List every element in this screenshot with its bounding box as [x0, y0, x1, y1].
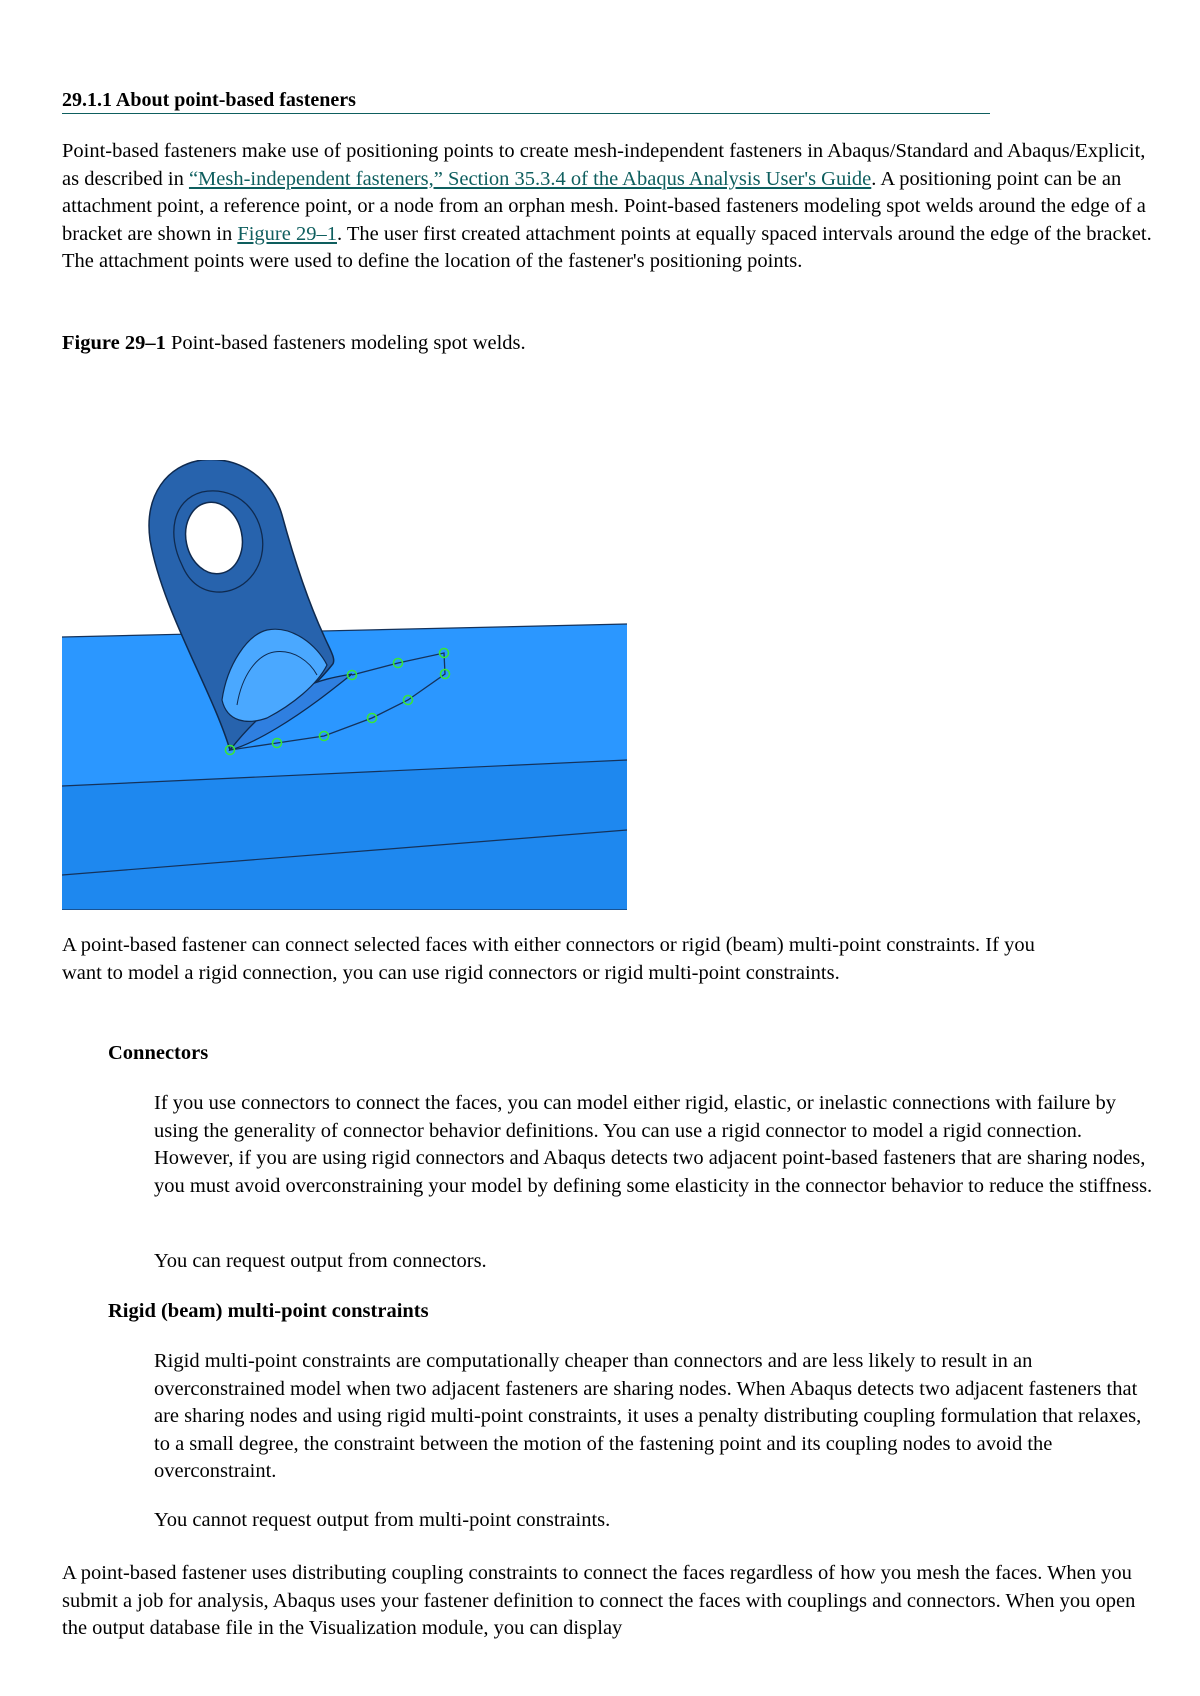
intro-text-3: . The user first created attachment points at equally spaced intervals around the edge of the bracket. The attachment points were used to define the location of the fastener's positioning points.: [62, 222, 1152, 272]
fastener-figure: [62, 460, 627, 910]
figure-label: Figure 29–1: [62, 332, 166, 354]
intro-paragraph: [62, 138, 1158, 276]
rigid-mpc-heading: Rigid (beam) multi-point constraints: [108, 1300, 429, 1322]
rigid-mpc-output-paragraph: You cannot request output from multi-point constraints.: [154, 1509, 611, 1531]
connectors-paragraph: If you use connectors to connect the faces, you can model either rigid, elastic, or inelastic connections with failure by using the generality of connector behavior definitions. You can use a rigid connector to model a rigid connection. However, if you are using rigid connectors and Abaqus detects two adjacent point-based fasteners that are sharing nodes, you must avoid overconstraining your model by defining some elasticity in the connector behavior to reduce the stiffness.: [154, 1092, 1153, 1197]
figure-29-1-link[interactable]: Figure 29–1: [237, 222, 337, 245]
final-paragraph: A point-based fastener uses distributing coupling constraints to connect the faces regardless of how you mesh the faces. When you submit a job for analysis, Abaqus uses your fastener definition to connect the faces with couplings and connectors. When you open the output database file in the Visualization module, you can display: [62, 1562, 1136, 1639]
intro-text-2: . A positioning point can be an attachment point, a reference point, or a node from an orphan mesh. Point-based fasteners modeling spot welds around the edge of a bracket are shown in: [62, 167, 1146, 245]
intro-text-1: Point-based fasteners make use of positioning points to create mesh-independent fasteners in Abaqus/Standard and Abaqus/Explicit, as described in: [62, 140, 1146, 190]
rigid-mpc-paragraph: Rigid multi-point constraints are computationally cheaper than connectors and are less likely to result in an overconstrained model when two adjacent fasteners are sharing nodes. When Abaqus detects two adjacent fasteners that are sharing nodes and using rigid multi-point constraints, it uses a penalty distributing coupling formulation that relaxes, to a small degree, the constraint between the motion of the fastening point and its coupling nodes to avoid the overconstraint.: [154, 1350, 1142, 1482]
connectors-output-paragraph: You can request output from connectors.: [154, 1250, 487, 1272]
figure-caption-text: Point-based fasteners modeling spot welds.: [165, 332, 526, 354]
connection-paragraph: A point-based fastener can connect selected faces with either connectors or rigid (beam) multi-point constraints. If you want to model a rigid connection, you can use rigid connectors or rigid multi-point constraints.: [62, 934, 1035, 984]
users-guide-link[interactable]: “Mesh-independent fasteners,” Section 35.3.4 of the Abaqus Analysis User's Guide: [188, 167, 872, 190]
connectors-heading: Connectors: [108, 1042, 209, 1064]
figure-caption: [62, 330, 1158, 358]
plate-top-face: [62, 624, 627, 786]
section-heading: 29.1.1 About point-based fasteners: [62, 88, 990, 114]
spot-weld-illustration: [62, 460, 627, 910]
